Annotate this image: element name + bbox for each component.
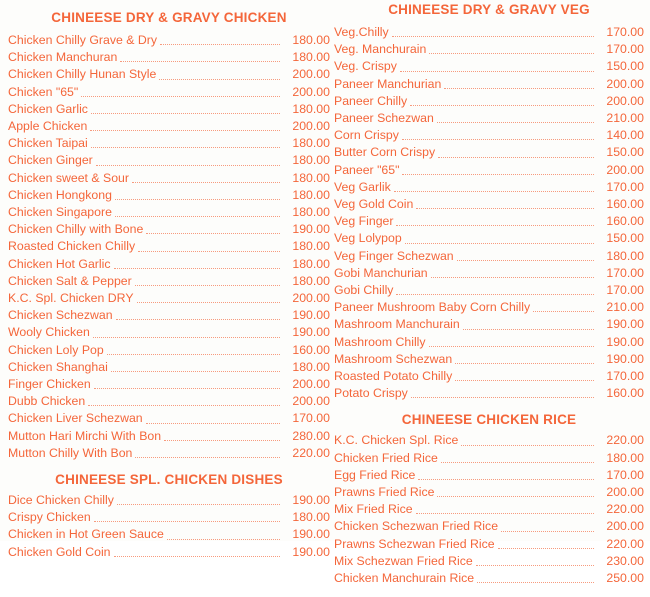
item-price: 220.00 xyxy=(292,445,330,460)
menu-item-list xyxy=(8,32,330,462)
dot-leader xyxy=(431,276,594,278)
item-name: K.C. Spl. Chicken DRY xyxy=(8,291,134,306)
list-item xyxy=(8,101,330,118)
list-item xyxy=(334,570,644,587)
dot-leader xyxy=(115,198,280,200)
item-price: 180.00 xyxy=(292,256,330,271)
dot-leader xyxy=(411,396,594,398)
item-name: Chicken Chilly with Bone xyxy=(8,222,144,237)
list-item xyxy=(334,553,644,570)
item-name: Chicken Manchurain Rice xyxy=(334,571,475,586)
item-price: 180.00 xyxy=(292,239,330,254)
item-name: Veg Garlik xyxy=(334,179,391,194)
dot-leader xyxy=(111,370,280,372)
item-price: 180.00 xyxy=(292,153,330,168)
dot-leader xyxy=(146,232,280,234)
dot-leader xyxy=(410,104,594,106)
dot-leader xyxy=(114,555,280,557)
item-name: Paneer Mushroom Baby Corn Chilly xyxy=(334,300,531,315)
item-price: 160.00 xyxy=(606,197,644,212)
menu-item-list xyxy=(334,24,644,402)
list-item xyxy=(334,196,644,213)
item-name: Dubb Chicken xyxy=(8,394,86,409)
section-chineese-dry-gravy-chicken xyxy=(8,10,330,462)
dot-leader xyxy=(533,310,594,312)
item-name: Chicken Singapore xyxy=(8,205,112,220)
dot-leader xyxy=(463,328,594,330)
item-price: 280.00 xyxy=(292,428,330,443)
list-item xyxy=(334,213,644,230)
dot-leader xyxy=(457,259,594,261)
item-price: 200.00 xyxy=(606,519,644,534)
dot-leader xyxy=(117,503,280,505)
item-price: 150.00 xyxy=(606,231,644,246)
item-price: 200.00 xyxy=(292,119,330,134)
item-name: Chicken Loly Pop xyxy=(8,342,104,357)
item-name: Veg Finger Schezwan xyxy=(334,248,454,263)
item-price: 190.00 xyxy=(606,334,644,349)
list-item xyxy=(8,187,330,204)
list-item xyxy=(8,238,330,255)
dot-leader xyxy=(93,336,280,338)
dot-leader xyxy=(81,95,280,97)
dot-leader xyxy=(416,207,594,209)
item-name: Chicken in Hot Green Sauce xyxy=(8,527,164,542)
section-chineese-dry-gravy-veg xyxy=(334,2,644,402)
list-item xyxy=(8,66,330,83)
item-name: Chicken Shanghai xyxy=(8,359,108,374)
item-name: Apple Chicken xyxy=(8,119,88,134)
right-column xyxy=(334,0,644,597)
item-name: Mutton Chilly With Bon xyxy=(8,445,133,460)
item-price: 200.00 xyxy=(292,377,330,392)
item-price: 200.00 xyxy=(292,394,330,409)
list-item xyxy=(334,58,644,75)
dot-leader xyxy=(96,164,280,166)
item-price: 160.00 xyxy=(606,386,644,401)
item-name: Chicken Ginger xyxy=(8,153,93,168)
item-price: 160.00 xyxy=(292,342,330,357)
dot-leader xyxy=(501,530,594,532)
item-name: Veg Gold Coin xyxy=(334,197,414,212)
item-name: Chicken Schezwan Fried Rice xyxy=(334,519,499,534)
dot-leader xyxy=(116,318,280,320)
item-name: Chicken Schezwan xyxy=(8,308,113,323)
dot-leader xyxy=(402,173,594,175)
item-price: 170.00 xyxy=(606,467,644,482)
item-name: Roasted Potato Chilly xyxy=(334,369,453,384)
list-item xyxy=(8,342,330,359)
dot-leader xyxy=(138,250,280,252)
item-price: 250.00 xyxy=(606,571,644,586)
item-price: 190.00 xyxy=(292,308,330,323)
item-price: 200.00 xyxy=(606,162,644,177)
dot-leader xyxy=(418,478,594,480)
list-item xyxy=(334,76,644,93)
item-name: K.C. Chicken Spl. Rice xyxy=(334,433,459,448)
item-price: 170.00 xyxy=(606,283,644,298)
item-name: Mutton Hari Mirchi With Bon xyxy=(8,428,162,443)
item-price: 180.00 xyxy=(292,273,330,288)
item-name: Potato Crispy xyxy=(334,386,408,401)
dot-leader xyxy=(146,422,280,424)
item-price: 230.00 xyxy=(606,553,644,568)
item-name: Mix Fried Rice xyxy=(334,502,413,517)
item-name: Prawns Fried Rice xyxy=(334,485,435,500)
list-item xyxy=(8,410,330,427)
item-name: Chicken Hot Garlic xyxy=(8,256,111,271)
list-item xyxy=(334,450,644,467)
dot-leader xyxy=(437,495,594,497)
dot-leader xyxy=(461,444,594,446)
list-item xyxy=(334,351,644,368)
list-item xyxy=(334,93,644,110)
dot-leader xyxy=(164,439,280,441)
dot-leader xyxy=(455,379,594,381)
item-price: 180.00 xyxy=(292,205,330,220)
item-price: 180.00 xyxy=(292,510,330,525)
dot-leader xyxy=(91,146,280,148)
list-item xyxy=(8,290,330,307)
dot-leader xyxy=(132,181,280,183)
item-name: Corn Crispy xyxy=(334,128,399,143)
list-item xyxy=(8,324,330,341)
dot-leader xyxy=(416,512,594,514)
item-price: 190.00 xyxy=(292,325,330,340)
item-price: 190.00 xyxy=(292,493,330,508)
item-name: Paneer Manchurian xyxy=(334,76,442,91)
item-name: Wooly Chicken xyxy=(8,325,90,340)
item-price: 180.00 xyxy=(292,33,330,47)
list-item xyxy=(334,501,644,518)
dot-leader xyxy=(429,345,594,347)
item-price: 220.00 xyxy=(606,536,644,551)
item-price: 170.00 xyxy=(292,411,330,426)
item-name: Paneer Schezwan xyxy=(334,111,434,126)
list-item xyxy=(334,248,644,265)
list-item xyxy=(8,544,330,561)
item-name: Veg Lolypop xyxy=(334,231,402,246)
dot-leader xyxy=(400,70,594,72)
item-name: Chicken Chilly Grave & Dry xyxy=(8,33,157,47)
list-item xyxy=(8,273,330,290)
dot-leader xyxy=(476,564,594,566)
item-name: Gobi Chilly xyxy=(334,283,394,298)
item-price: 190.00 xyxy=(292,544,330,559)
list-item xyxy=(334,484,644,501)
item-name: Mashroom Chilly xyxy=(334,334,426,349)
dot-leader xyxy=(498,547,594,549)
item-name: Veg. Manchurain xyxy=(334,42,427,57)
list-item xyxy=(334,110,644,127)
list-item xyxy=(8,170,330,187)
dot-leader xyxy=(114,267,280,269)
list-item xyxy=(334,518,644,535)
item-name: Chicken Salt & Pepper xyxy=(8,273,132,288)
list-item xyxy=(334,385,644,402)
menu-item-list xyxy=(334,432,644,587)
item-name: Crispy Chicken xyxy=(8,510,91,525)
dot-leader xyxy=(107,353,280,355)
item-name: Veg.Chilly xyxy=(334,25,389,39)
dot-leader xyxy=(135,456,280,458)
dot-leader xyxy=(120,60,280,62)
list-item xyxy=(8,307,330,324)
dot-leader xyxy=(88,404,280,406)
item-name: Mashroom Manchurain xyxy=(334,317,460,332)
item-name: Roasted Chicken Chilly xyxy=(8,239,136,254)
item-name: Butter Corn Crispy xyxy=(334,145,436,160)
item-name: Chicken Taipai xyxy=(8,136,88,151)
list-item xyxy=(8,221,330,238)
list-item xyxy=(334,144,644,161)
item-price: 200.00 xyxy=(606,76,644,91)
dot-leader xyxy=(159,78,280,80)
list-item xyxy=(334,467,644,484)
list-item xyxy=(334,334,644,351)
item-price: 220.00 xyxy=(606,502,644,517)
list-item xyxy=(334,282,644,299)
item-price: 180.00 xyxy=(292,359,330,374)
list-item xyxy=(8,118,330,135)
dot-leader xyxy=(90,129,280,131)
item-price: 180.00 xyxy=(292,136,330,151)
item-name: Chicken Gold Coin xyxy=(8,544,111,559)
section-title: CHINEESE DRY & GRAVY CHICKEN xyxy=(51,10,287,25)
list-item xyxy=(334,299,644,316)
item-price: 210.00 xyxy=(606,111,644,126)
dot-leader xyxy=(444,87,594,89)
list-item xyxy=(8,376,330,393)
list-item xyxy=(8,445,330,462)
item-price: 170.00 xyxy=(606,25,644,39)
item-name: Chicken sweet & Sour xyxy=(8,170,129,185)
list-item xyxy=(8,393,330,410)
item-name: Chicken "65" xyxy=(8,84,79,99)
list-item xyxy=(8,49,330,66)
section-title: CHINEESE CHICKEN RICE xyxy=(401,412,577,428)
list-item xyxy=(334,162,644,179)
dot-leader xyxy=(396,224,594,226)
item-price: 150.00 xyxy=(606,145,644,160)
item-name: Gobi Manchurian xyxy=(334,265,428,280)
list-item xyxy=(8,135,330,152)
item-price: 200.00 xyxy=(292,291,330,306)
item-price: 180.00 xyxy=(292,50,330,65)
item-price: 190.00 xyxy=(292,527,330,542)
dot-leader xyxy=(396,293,594,295)
item-price: 170.00 xyxy=(606,42,644,57)
item-name: Chicken Fried Rice xyxy=(334,450,438,465)
dot-leader xyxy=(455,362,594,364)
list-item xyxy=(8,84,330,101)
dot-leader xyxy=(167,538,280,540)
item-price: 220.00 xyxy=(606,433,644,448)
item-price: 180.00 xyxy=(292,101,330,116)
dot-leader xyxy=(394,190,594,192)
list-item xyxy=(334,41,644,58)
item-price: 210.00 xyxy=(606,300,644,315)
list-item xyxy=(334,179,644,196)
list-item xyxy=(8,204,330,221)
list-item xyxy=(334,316,644,333)
dot-leader xyxy=(392,35,594,37)
list-item xyxy=(334,536,644,553)
item-price: 170.00 xyxy=(606,265,644,280)
dot-leader xyxy=(405,242,594,244)
dot-leader xyxy=(438,156,594,158)
item-price: 200.00 xyxy=(292,84,330,99)
item-price: 190.00 xyxy=(292,222,330,237)
dot-leader xyxy=(91,112,280,114)
item-name: Prawns Schezwan Fried Rice xyxy=(334,536,495,551)
item-name: Chicken Hongkong xyxy=(8,187,112,202)
section-title: CHINEESE SPL. CHICKEN DISHES xyxy=(55,472,283,488)
section-chineese-spl-chicken-dishes xyxy=(8,472,330,561)
item-price: 170.00 xyxy=(606,179,644,194)
dot-leader xyxy=(429,52,594,54)
item-price: 180.00 xyxy=(606,248,644,263)
item-price: 140.00 xyxy=(606,128,644,143)
item-name: Paneer Chilly xyxy=(334,93,408,108)
section-chineese-chicken-rice xyxy=(334,412,644,587)
menu-item-list xyxy=(8,492,330,561)
item-name: Veg. Crispy xyxy=(334,59,397,74)
item-price: 170.00 xyxy=(606,369,644,384)
item-price: 180.00 xyxy=(606,450,644,465)
list-item xyxy=(8,32,330,49)
list-item xyxy=(8,152,330,169)
item-name: Egg Fried Rice xyxy=(334,467,416,482)
list-item xyxy=(8,428,330,445)
list-item xyxy=(334,265,644,282)
list-item xyxy=(8,509,330,526)
item-name: Chicken Liver Schezwan xyxy=(8,411,143,426)
section-title: CHINEESE DRY & GRAVY VEG xyxy=(388,2,590,17)
dot-leader xyxy=(402,138,594,140)
item-name: Mix Schezwan Fried Rice xyxy=(334,553,473,568)
item-price: 200.00 xyxy=(606,485,644,500)
dot-leader xyxy=(160,43,280,45)
list-item xyxy=(334,230,644,247)
item-price: 190.00 xyxy=(606,351,644,366)
dot-leader xyxy=(94,520,280,522)
list-item xyxy=(8,256,330,273)
left-column xyxy=(8,0,330,571)
item-price: 200.00 xyxy=(292,67,330,82)
item-price: 200.00 xyxy=(606,93,644,108)
dot-leader xyxy=(94,387,280,389)
item-name: Finger Chicken xyxy=(8,377,91,392)
item-name: Chicken Manchuran xyxy=(8,50,118,65)
item-price: 190.00 xyxy=(606,317,644,332)
list-item xyxy=(8,526,330,543)
list-item xyxy=(334,127,644,144)
dot-leader xyxy=(437,121,594,123)
item-name: Paneer "65" xyxy=(334,162,400,177)
item-price: 180.00 xyxy=(292,187,330,202)
dot-leader xyxy=(115,215,280,217)
list-item xyxy=(334,24,644,41)
dot-leader xyxy=(137,301,280,303)
list-item xyxy=(334,368,644,385)
item-name: Veg Finger xyxy=(334,214,394,229)
list-item xyxy=(8,359,330,376)
item-price: 160.00 xyxy=(606,214,644,229)
item-name: Dice Chicken Chilly xyxy=(8,493,114,508)
dot-leader xyxy=(135,284,280,286)
item-price: 150.00 xyxy=(606,59,644,74)
list-item xyxy=(8,492,330,509)
item-name: Chicken Garlic xyxy=(8,101,88,116)
item-price: 180.00 xyxy=(292,170,330,185)
list-item xyxy=(334,432,644,449)
dot-leader xyxy=(477,581,594,583)
item-name: Chicken Chilly Hunan Style xyxy=(8,67,157,82)
dot-leader xyxy=(441,461,594,463)
item-name: Mashroom Schezwan xyxy=(334,351,453,366)
